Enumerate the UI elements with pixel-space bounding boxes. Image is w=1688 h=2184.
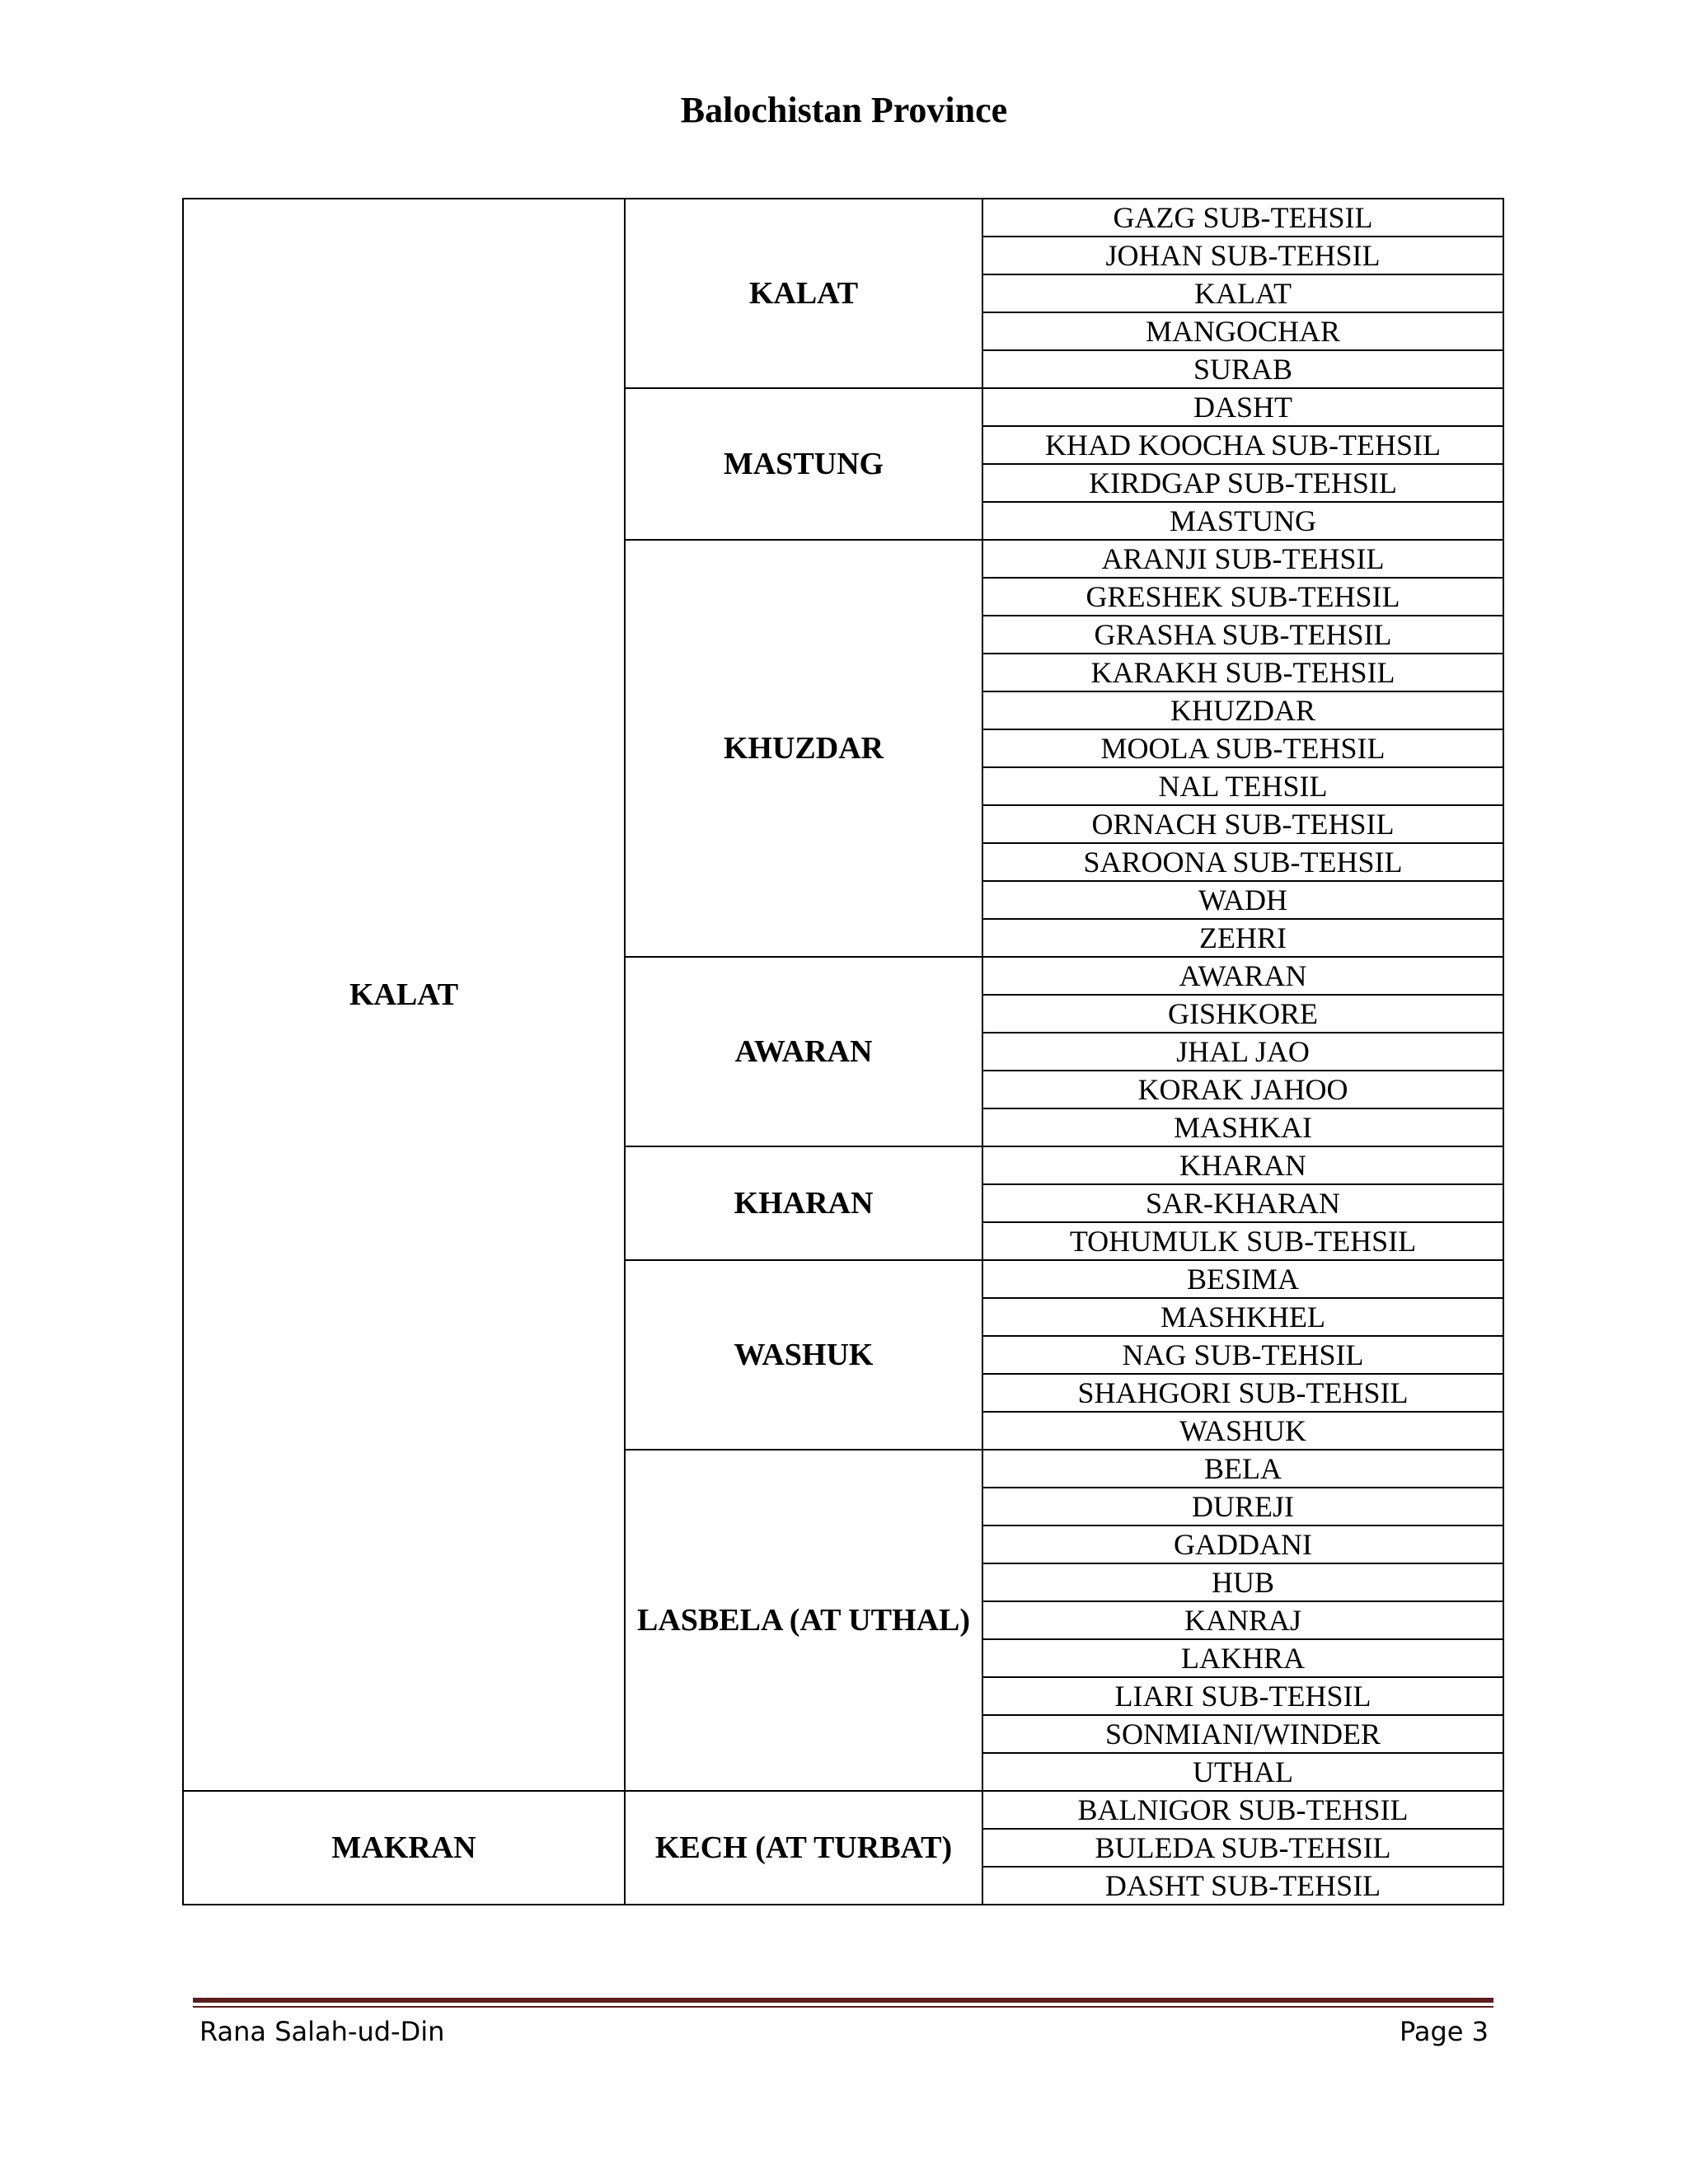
tehsil-cell: KORAK JAHOO [982, 1071, 1503, 1108]
tehsil-cell: GADDANI [982, 1526, 1503, 1563]
district-cell: AWARAN [625, 957, 982, 1146]
tehsil-cell: DASHT SUB-TEHSIL [982, 1867, 1503, 1905]
tehsil-cell: NAG SUB-TEHSIL [982, 1336, 1503, 1374]
division-cell: KALAT [183, 199, 625, 1791]
tehsil-cell: AWARAN [982, 957, 1503, 995]
district-cell: LASBELA (AT UTHAL) [625, 1450, 982, 1791]
tehsil-cell: GISHKORE [982, 995, 1503, 1033]
tehsil-cell: SURAB [982, 350, 1503, 388]
tehsil-cell: GRASHA SUB-TEHSIL [982, 616, 1503, 654]
tehsil-cell: JOHAN SUB-TEHSIL [982, 237, 1503, 274]
tehsil-cell: DASHT [982, 388, 1503, 426]
tehsil-cell: KALAT [982, 274, 1503, 312]
tehsil-cell: BALNIGOR SUB-TEHSIL [982, 1791, 1503, 1829]
tehsil-cell: LIARI SUB-TEHSIL [982, 1677, 1503, 1715]
tehsil-cell: KARAKH SUB-TEHSIL [982, 654, 1503, 691]
tehsil-cell: BESIMA [982, 1260, 1503, 1298]
tehsil-cell: HUB [982, 1563, 1503, 1601]
tehsil-cell: GAZG SUB-TEHSIL [982, 199, 1503, 237]
tehsil-table [182, 198, 1504, 1905]
table-row [183, 1791, 1503, 1829]
tehsil-cell: SHAHGORI SUB-TEHSIL [982, 1374, 1503, 1412]
tehsil-cell: ZEHRI [982, 919, 1503, 957]
tehsil-cell: KIRDGAP SUB-TEHSIL [982, 464, 1503, 502]
table-body [183, 199, 1503, 1905]
footer-rule [193, 1998, 1493, 2003]
table-row [183, 199, 1503, 237]
tehsil-cell: MASHKHEL [982, 1298, 1503, 1336]
tehsil-cell: GRESHEK SUB-TEHSIL [982, 578, 1503, 616]
footer-page-number: Page 3 [1400, 2016, 1489, 2047]
tehsil-cell: NAL TEHSIL [982, 767, 1503, 805]
tehsil-cell: WADH [982, 881, 1503, 919]
tehsil-cell: BELA [982, 1450, 1503, 1488]
tehsil-cell: UTHAL [982, 1753, 1503, 1791]
footer-author: Rana Salah-ud-Din [199, 2016, 445, 2047]
tehsil-cell: MOOLA SUB-TEHSIL [982, 729, 1503, 767]
footer-rule-thin [193, 2006, 1493, 2008]
tehsil-cell: KHARAN [982, 1146, 1503, 1184]
district-cell: MASTUNG [625, 388, 982, 540]
tehsil-cell: SONMIANI/WINDER [982, 1715, 1503, 1753]
division-cell: MAKRAN [183, 1791, 625, 1905]
tehsil-cell: SAR-KHARAN [982, 1184, 1503, 1222]
tehsil-cell: ORNACH SUB-TEHSIL [982, 805, 1503, 843]
tehsil-cell: KHUZDAR [982, 691, 1503, 729]
tehsil-cell: KANRAJ [982, 1601, 1503, 1639]
tehsil-cell: BULEDA SUB-TEHSIL [982, 1829, 1503, 1867]
tehsil-cell: TOHUMULK SUB-TEHSIL [982, 1222, 1503, 1260]
district-cell: WASHUK [625, 1260, 982, 1450]
tehsil-cell: MASHKAI [982, 1108, 1503, 1146]
page-title: Balochistan Province [680, 90, 1008, 130]
tehsil-cell: MANGOCHAR [982, 312, 1503, 350]
tehsil-cell: DUREJI [982, 1488, 1503, 1526]
district-cell: KALAT [625, 199, 982, 388]
district-cell: KECH (AT TURBAT) [625, 1791, 982, 1905]
tehsil-cell: ARANJI SUB-TEHSIL [982, 540, 1503, 578]
tehsil-cell: LAKHRA [982, 1639, 1503, 1677]
tehsil-cell: MASTUNG [982, 502, 1503, 540]
tehsil-cell: JHAL JAO [982, 1033, 1503, 1071]
tehsil-cell: KHAD KOOCHA SUB-TEHSIL [982, 426, 1503, 464]
tehsil-cell: WASHUK [982, 1412, 1503, 1450]
tehsil-cell: SAROONA SUB-TEHSIL [982, 843, 1503, 881]
district-cell: KHARAN [625, 1146, 982, 1260]
district-cell: KHUZDAR [625, 540, 982, 957]
